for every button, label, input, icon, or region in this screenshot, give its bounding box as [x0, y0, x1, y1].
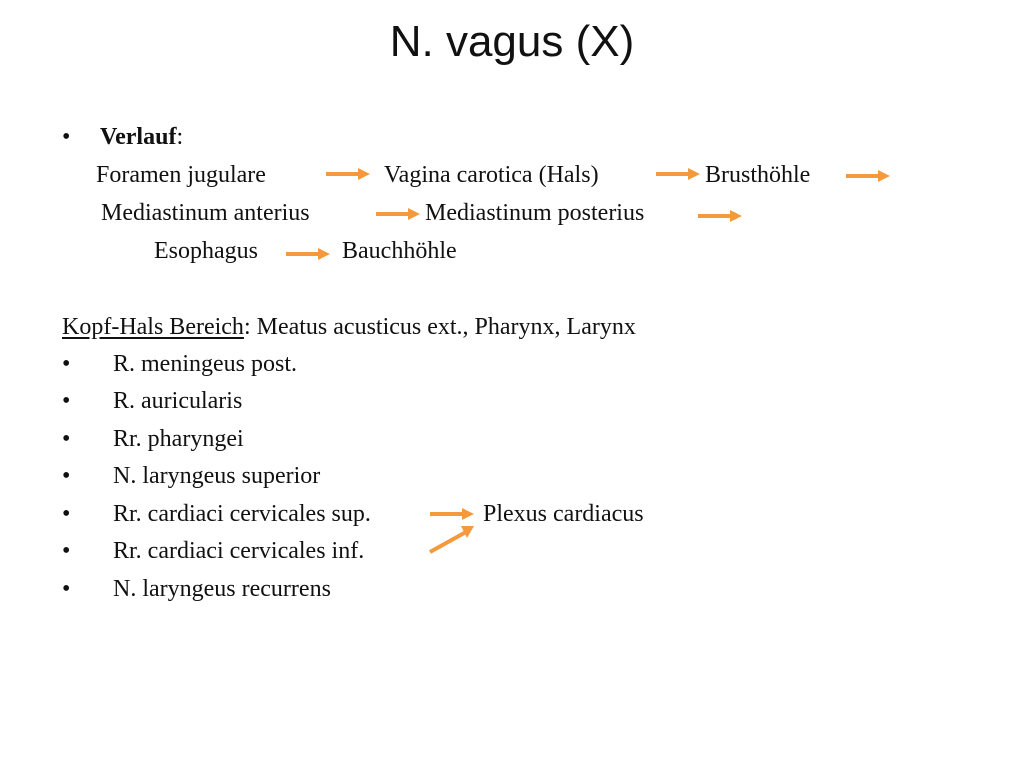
verlauf-label: Verlauf [100, 124, 177, 150]
kopf-hals-heading [62, 312, 636, 342]
right-arrow-icon [376, 206, 420, 222]
bullet-marker: • [62, 576, 71, 602]
verlauf-heading [100, 122, 183, 152]
path-bauchhoehle: Bauchhöhle [342, 238, 457, 264]
right-arrow-icon [656, 166, 700, 182]
right-arrow-icon [698, 208, 742, 224]
kopf-hals-label: Kopf-Hals Bereich [62, 314, 244, 340]
path-mediastinum-anterius: Mediastinum anterius [101, 200, 310, 226]
branch-item: N. laryngeus superior [113, 463, 321, 489]
branch-item: R. meningeus post. [113, 351, 297, 377]
diagonal-arrow-icon [428, 524, 476, 554]
branch-item: Rr. pharyngei [113, 426, 244, 452]
branch-item: Rr. cardiaci cervicales inf. [113, 538, 365, 564]
path-mediastinum-posterius: Mediastinum posterius [425, 200, 645, 226]
target-plexus-cardiacus: Plexus cardiacus [483, 501, 644, 527]
bullet-marker: • [62, 463, 71, 489]
bullet-marker: • [62, 351, 71, 377]
branch-item: R. auricularis [113, 388, 243, 414]
right-arrow-icon [286, 246, 330, 262]
path-esophagus: Esophagus [154, 238, 258, 264]
path-foramen-jugulare: Foramen jugulare [96, 162, 266, 188]
kopf-hals-description: : Meatus acusticus ext., Pharynx, Larynx [243, 314, 636, 340]
right-arrow-icon [326, 166, 370, 182]
bullet-marker: • [62, 124, 71, 150]
right-arrow-icon [430, 506, 474, 522]
bullet-marker: • [62, 388, 71, 414]
branch-item: N. laryngeus recurrens [113, 576, 331, 602]
bullet-marker: • [62, 501, 71, 527]
slide-title: N. vagus (X) [389, 17, 635, 66]
path-vagina-carotica: Vagina carotica (Hals) [384, 162, 599, 188]
branch-item: Rr. cardiaci cervicales sup. [113, 501, 371, 527]
bullet-marker: • [62, 538, 71, 564]
right-arrow-icon [846, 168, 890, 184]
verlauf-colon: : [176, 124, 184, 150]
path-brusthoehle: Brusthöhle [705, 162, 811, 188]
bullet-marker: • [62, 426, 71, 452]
